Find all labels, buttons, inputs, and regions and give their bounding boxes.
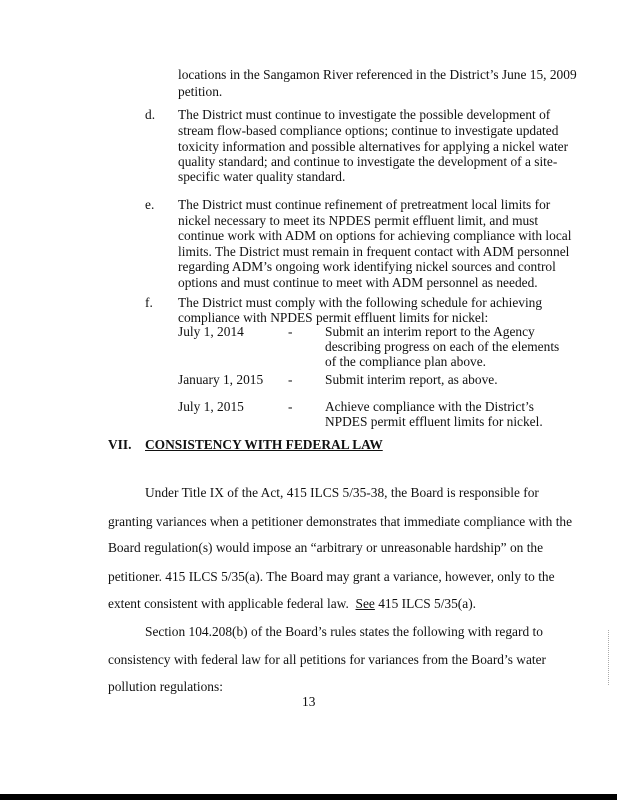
schedule-text: of the compliance plan above. xyxy=(325,354,486,369)
schedule-date: July 1, 2015 xyxy=(178,399,244,414)
text-line: limits. The District must remain in frequent contact with ADM personnel xyxy=(178,244,570,259)
text-line: quality standard; and continue to investigate the development of a site- xyxy=(178,154,558,169)
text-line: Section 104.208(b) of the Board’s rules states the following with regard to xyxy=(145,624,543,639)
text-span: 415 ILCS 5/35(a). xyxy=(374,596,477,611)
schedule-text: NPDES permit effluent limits for nickel. xyxy=(325,414,543,429)
text-line: compliance with NPDES permit effluent limits for nickel: xyxy=(178,310,489,325)
text-line: specific water quality standard. xyxy=(178,169,346,184)
text-line: locations in the Sangamon River referenced in the District’s June 15, 2009 xyxy=(178,67,577,82)
schedule-text: describing progress on each of the elements xyxy=(325,339,560,354)
scan-artifact xyxy=(608,630,609,685)
text-line: options and must continue to meet with ADM personnel as needed. xyxy=(178,275,538,290)
schedule-text: Submit interim report, as above. xyxy=(325,372,498,387)
text-line: Board regulation(s) would impose an “arbitrary or unreasonable hardship” on the xyxy=(108,540,544,555)
text-line: continue work with ADM on options for achieving compliance with local xyxy=(178,228,572,243)
item-label-f: f. xyxy=(145,295,153,310)
page-number: 13 xyxy=(302,694,316,709)
text-line: consistency with federal law for all petitions for variances from the Board’s water xyxy=(108,652,547,667)
section-title: CONSISTENCY WITH FEDERAL LAW xyxy=(145,437,383,452)
text-line: petitioner. 415 ILCS 5/35(a). The Board may grant a variance, however, only to the xyxy=(108,569,555,584)
schedule-dash: - xyxy=(288,324,293,339)
schedule-text: Achieve compliance with the District’s xyxy=(325,399,534,414)
text-line: pollution regulations: xyxy=(108,679,223,694)
text-line: The District must comply with the following schedule for achieving xyxy=(178,295,543,310)
text-line: regarding ADM’s ongoing work identifying nickel sources and control xyxy=(178,259,556,274)
text-line: The District must continue refinement of pretreatment local limits for xyxy=(178,197,551,212)
item-label-d: d. xyxy=(145,107,156,122)
text-span: extent consistent with applicable federal law. xyxy=(108,596,356,611)
bottom-border xyxy=(0,794,617,800)
text-line: Under Title IX of the Act, 415 ILCS 5/35-38, the Board is responsible for xyxy=(145,485,539,500)
item-label-e: e. xyxy=(145,197,155,212)
schedule-date: January 1, 2015 xyxy=(178,372,264,387)
schedule-text: Submit an interim report to the Agency xyxy=(325,324,535,339)
text-line: granting variances when a petitioner demonstrates that immediate compliance with the xyxy=(108,514,573,529)
text-line: petition. xyxy=(178,84,223,99)
text-line xyxy=(108,596,476,612)
schedule-dash: - xyxy=(288,399,293,414)
see-signal: See xyxy=(355,596,375,611)
section-number: VII. xyxy=(108,437,132,452)
text-line: The District must continue to investigate the possible development of xyxy=(178,107,551,122)
schedule-dash: - xyxy=(288,372,293,387)
text-line: toxicity information and possible alternatives for applying a nickel water xyxy=(178,139,569,154)
text-line: stream flow-based compliance options; continue to investigate updated xyxy=(178,123,559,138)
text-line: nickel necessary to meet its NPDES permit effluent limit, and must xyxy=(178,213,539,228)
schedule-date: July 1, 2014 xyxy=(178,324,244,339)
